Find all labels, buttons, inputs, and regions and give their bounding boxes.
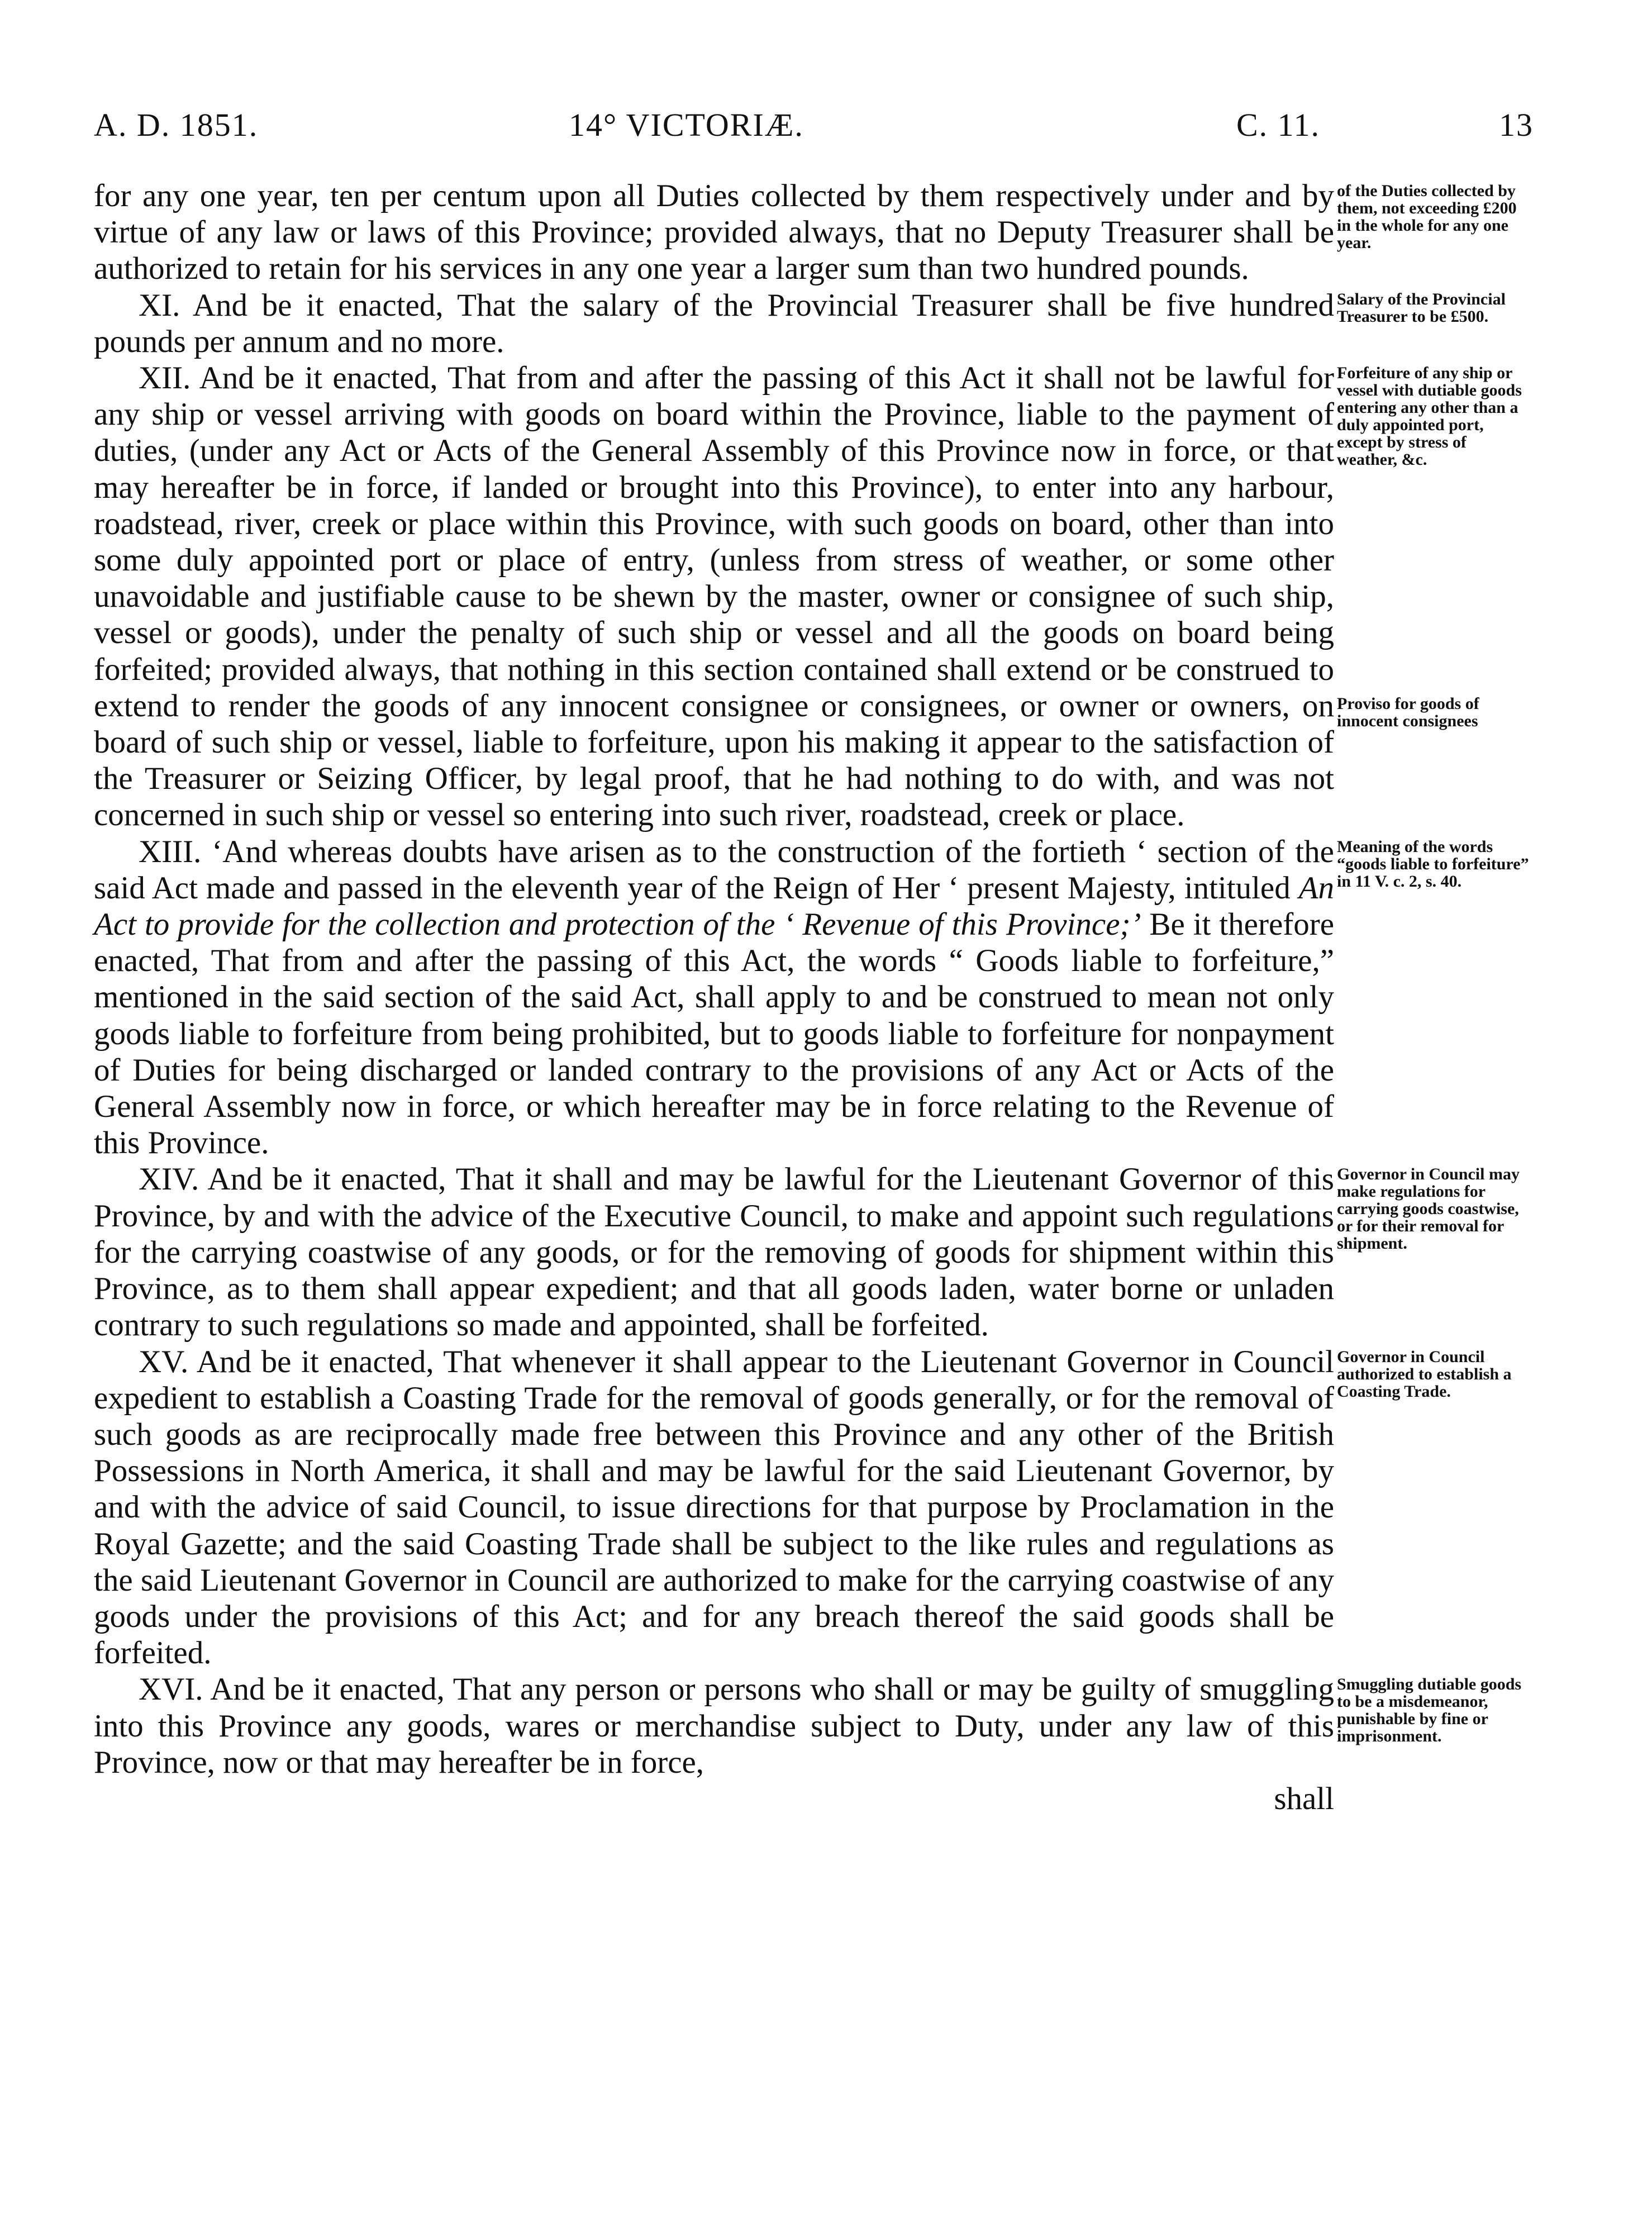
margin-note-meaning: Meaning of the words “goods liable to forfeiture” in 11 V. c. 2, s. 40.: [1337, 837, 1529, 891]
margin-note-proviso: Proviso for goods of innocent consignees: [1337, 694, 1479, 731]
statute-text: [94, 178, 1529, 1817]
section-12: [94, 360, 1522, 834]
section-12-proviso: provided always, that nothing in this section contained shall extend or be construed to extend to render the goods of any innocent consignee or consignees, or owner or owners, on board of such ship or vessel, liable to forfeiture, upon his making it appear to the satisfaction of the Treasurer or Seizing Officer, by legal proof, that he had nothing to do with, and was not concerned in such ship or vessel so entering into such river, roadstead, creek or place.: [94, 651, 1334, 833]
section-12-enactment: XII. And be it enacted, That from and after the passing of this Act it shall not be lawful for any ship or vessel arriving with goods on board within the Province, liable to the payment of duties, (under any Act or Acts of the General Assembly of this Province now in force, or that may hereafter be in force, if landed or brought into this Province), to enter into any harbour, roadstead, river, creek or place within this Province, with such goods on board, other than into some duly appointed port or place of entry, (unless from stress of weather, or some other unavoidable and justifiable cause to be shewn by the master, owner or consignee of such ship, vessel or goods), under the penalty of such ship or vessel and all the goods on board being forfeited;: [94, 360, 1334, 687]
section-11: [94, 287, 1506, 360]
paragraph-section-14: XIV. And be it enacted, That it shall and may be lawful for the Lieutenant Governor of this Province, by and with the advice of the Executive Council, to make and appoint such regulations for the carrying coastwise of any goods, or for the removing of goods for shipment within this Province, as to them shall appear expedient; and that all goods laden, water borne or unladen contrary to such regulations so made and appointed, shall be forfeited.: [94, 1162, 1334, 1343]
section-16: [94, 1671, 1522, 1817]
page-number: 13: [1499, 107, 1534, 143]
section-13: [94, 834, 1529, 1162]
paragraph-section-11: XI. And be it enacted, That the salary of the Provincial Treasurer shall be five hundred pounds per annum and no more.: [94, 287, 1334, 359]
section-13-preamble: XIII. ‘And whereas doubts have arisen as to the construction of the fortieth ‘ section of the said Act made and passed in the eleventh year of the Reign of Her ‘ present Majesty, intituled: [94, 834, 1334, 906]
margin-note-governor-regulations: Governor in Council may make regulations for carrying goods coastwise, or for their removal for shipment.: [1337, 1165, 1520, 1253]
paragraph-section-12: [94, 360, 1334, 834]
margin-note-deputy-treasurer: of the Duties collected by them, not exceeding £200 in the whole for any one year.: [1337, 182, 1517, 252]
section-13-enactment: Be it therefore enacted, That from and after the passing of this Act, the words “ Goods liable to forfeiture,” mentioned in the said section of the said Act, shall apply to and be construed to mean not only goods liable to forfeiture from being prohibited, but to goods liable to forfeiture for nonpayment of Duties for being discharged or landed contrary to the provisions of any Act or Acts of the General Assembly now in force, or which hereafter may be in force relating to the Revenue of this Province.: [94, 907, 1335, 1161]
act-title-italic: An Act to provide for the collection and protection of the ‘ Revenue of this Province;’: [94, 870, 1334, 943]
header-chapter: C. 11.: [1236, 107, 1321, 143]
paragraph-section-16: XVI. And be it enacted, That any person or persons who shall or may be guilty of smuggling into this Province any goods, wares or merchandise subject to Duty, under any law of this Province, now or that may hereafter be in force,: [94, 1672, 1334, 1780]
section-10-continued: [94, 178, 1517, 287]
paragraph-section-15: XV. And be it enacted, That whenever it shall appear to the Lieutenant Governor in Council expedient to establish a Coasting Trade for the removal of goods generally, or for the removal of such goods as are reciprocally made free between this Province and any other of the British Possessions in North America, it shall and may be lawful for the said Lieutenant Governor, by and with the advice of said Council, to issue directions for that purpose by Proclamation in the Royal Gazette; and the said Coasting Trade shall be subject to the like rules and regulations as the said Lieutenant Governor in Council are authorized to make for the carrying coastwise of any goods under the provisions of this Act; and for any breach thereof the said goods shall be forfeited.: [94, 1344, 1334, 1671]
margin-note-salary: Salary of the Provincial Treasurer to be £500.: [1337, 289, 1506, 326]
paragraph-section-13: [94, 834, 1334, 1162]
margin-note-coasting-trade: Governor in Council authorized to establish a Coasting Trade.: [1337, 1347, 1512, 1401]
header-title: 14° VICTORIÆ.: [569, 107, 804, 143]
section-15: [94, 1344, 1512, 1672]
running-header: [94, 106, 1534, 156]
section-14: [94, 1161, 1520, 1343]
paragraph-continued: for any one year, ten per centum upon all Duties collected by them respectively under and by virtue of any law or laws of this Province; provided always, that no Deputy Treasurer shall be authorized to retain for his services in any one year a larger sum than two hundred pounds.: [94, 178, 1334, 287]
catchword: shall: [1274, 1781, 1334, 1816]
margin-note-smuggling: Smuggling dutiable goods to be a misdemeanor, punishable by fine or imprisonment.: [1337, 1675, 1522, 1746]
header-year: A. D. 1851.: [94, 107, 259, 143]
margin-note-forfeiture: Forfeiture of any ship or vessel with dutiable goods entering any other than a duly appointed port, except by stress of weather, &c.: [1337, 364, 1522, 469]
